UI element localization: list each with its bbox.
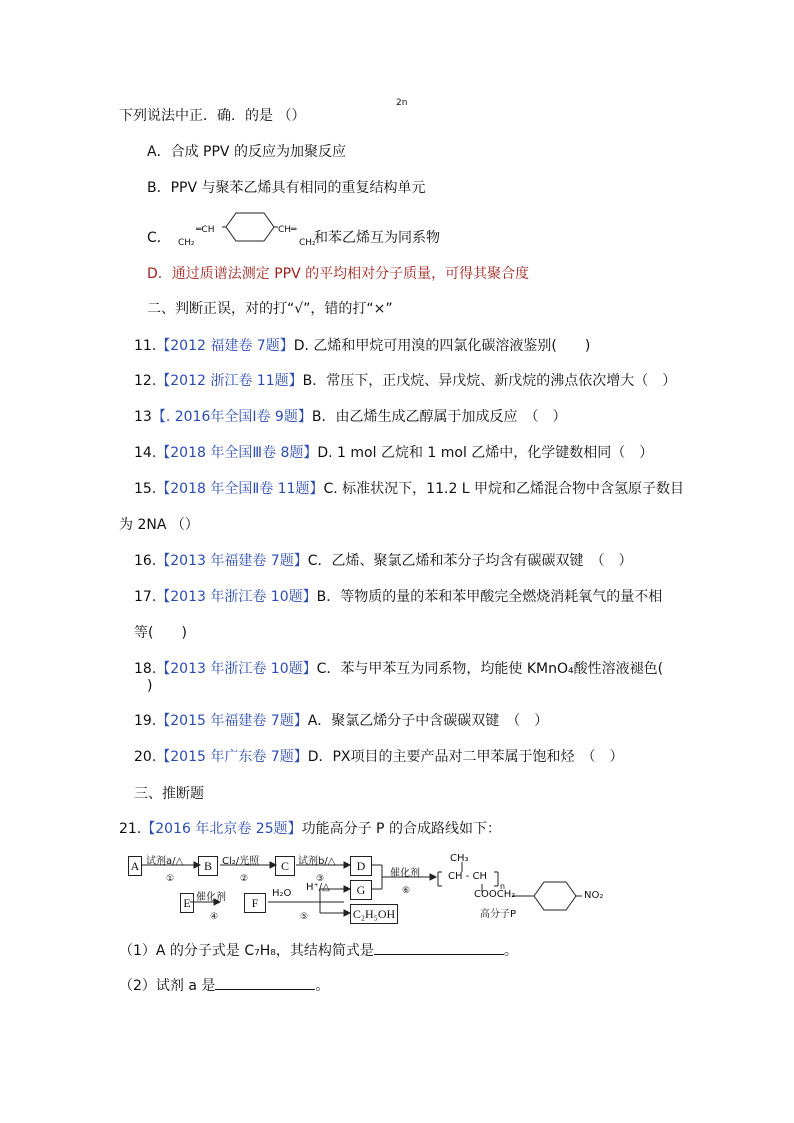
list-item — [134, 712, 548, 730]
list-item — [134, 660, 663, 678]
item-tag: 【2015 年福建卷 7题】 — [156, 713, 308, 729]
q21-num: 21. — [119, 821, 142, 837]
option-c-prefix: C． — [147, 230, 171, 246]
item-text: A．聚氯乙烯分子中含碳碳双键 （ ） — [307, 713, 549, 729]
polymer-chain: CH - CH — [448, 871, 487, 882]
compound-e: E — [180, 893, 194, 913]
compound-b: B — [198, 856, 218, 876]
polymer-ch3: CH₃ — [450, 853, 469, 864]
subquestion-1 — [119, 940, 518, 960]
reagent-2: Cl₂/光照 — [222, 856, 260, 867]
question-intro: 下列说法中正．确．的是 （） — [119, 108, 306, 124]
item-num: 14. — [134, 445, 157, 461]
item-num: 11. — [134, 338, 157, 354]
item-tag: 【2012 浙江卷 11题】 — [156, 373, 303, 389]
option-c-ch2-left: CH₂ — [178, 238, 195, 248]
item-tag: 【2013 年浙江卷 10题】 — [156, 589, 317, 605]
polymer-cooch2: COOCH₂ — [474, 889, 516, 900]
list-item — [134, 588, 662, 606]
item-tag: 【2013 年浙江卷 10题】 — [156, 661, 317, 677]
list-item — [134, 408, 566, 426]
step-6: ⑥ — [402, 886, 411, 896]
list-item — [134, 552, 632, 570]
item-text: B．等物质的量的苯和苯甲酸完全燃烧消耗氧气的量不相 — [316, 589, 663, 605]
reagent-6: 催化剂 — [390, 868, 420, 879]
list-item — [134, 748, 624, 766]
item-tag: 【2013 年福建卷 7题】 — [156, 553, 308, 569]
answer-blank-1[interactable] — [374, 940, 504, 955]
polymer-n: n — [500, 882, 506, 891]
option-c-ch-left: ═CH — [196, 225, 215, 235]
item-num: 18. — [134, 661, 157, 677]
benzene-ring-icon — [222, 210, 278, 244]
item18-continuation: ) — [147, 678, 153, 694]
item-text: C．乙烯、聚氯乙烯和苯分子均含有碳碳双键 （ ） — [307, 553, 633, 569]
step-4: ④ — [210, 912, 219, 922]
item15-continuation: 为 2NA （） — [119, 517, 199, 533]
item17-continuation: 等( ) — [134, 625, 187, 641]
item-num: 16. — [134, 553, 157, 569]
list-item — [134, 480, 684, 498]
compound-c: C — [275, 856, 295, 876]
step-2: ② — [240, 874, 249, 884]
item-tag: 【2012 福建卷 7题】 — [156, 338, 294, 354]
q21-tag: 【2016 年北京卷 25题】 — [141, 821, 302, 837]
reagent-3: 试剂b/△ — [298, 856, 336, 867]
top-mark: 2n — [396, 98, 408, 108]
compound-g: G — [350, 880, 372, 900]
step-5: ⑤ — [300, 912, 309, 922]
item-num: 12. — [134, 373, 157, 389]
compound-d: D — [350, 856, 372, 876]
option-d: D．通过质谱法测定 PPV 的平均相对分子质量，可得其聚合度 — [147, 266, 530, 282]
option-c-ch2-right: CH₂ — [299, 238, 316, 248]
compound-a: A — [128, 856, 142, 876]
item-text: B．常压下，正戊烷、异戊烷、新戊烷的沸点依次增大（ ） — [302, 373, 677, 389]
item-tag: 【. 2016年全国Ⅰ卷 9题】 — [151, 409, 312, 425]
step-1: ① — [166, 874, 175, 884]
subquestion-2 — [119, 975, 329, 995]
compound-f: F — [244, 893, 266, 913]
list-item — [134, 444, 653, 462]
item-tag: 【2015 年广东卷 7题】 — [156, 749, 308, 765]
ethanol-product: C₂H₅OH — [350, 904, 398, 924]
item-text: D. 1 mol 乙烷和 1 mol 乙烯中，化学键数相同（ ） — [317, 445, 654, 461]
sub1-text: （1）A 的分子式是 C₇H₈，其结构简式是 — [119, 943, 374, 959]
item-num: 13 — [134, 409, 152, 425]
item-text: C．苯与甲苯互为同系物，均能使 KMnO₄酸性溶液褪色( — [316, 661, 664, 677]
sub2-text: （2）试剂 a 是 — [119, 978, 216, 994]
step-3: ③ — [316, 874, 325, 884]
item-num: 17. — [134, 589, 157, 605]
item-tag: 【2018 年全国Ⅱ卷 11题】 — [156, 481, 324, 497]
polymer-label: 高分子P — [480, 909, 517, 920]
list-item — [134, 372, 676, 390]
option-c-suffix: 和苯乙烯互为同系物 — [314, 230, 440, 246]
reagent-4: 催化剂 — [196, 892, 226, 903]
section2-title: 二、判断正误，对的打“√”，错的打“×” — [147, 301, 393, 317]
q21-text: 功能高分子 P 的合成路线如下： — [301, 821, 501, 837]
sub2-end: 。 — [315, 978, 330, 994]
item-num: 15. — [134, 481, 157, 497]
option-b: B．PPV 与聚苯乙烯具有相同的重复结构单元 — [147, 180, 426, 196]
list-item — [134, 337, 590, 355]
item-num: 20. — [134, 749, 157, 765]
answer-blank-2[interactable] — [215, 975, 315, 990]
option-c-ch-right: CH═ — [278, 225, 297, 235]
reagent-5a: H₂O — [272, 888, 292, 899]
item-text: D. 乙烯和甲烷可用溴的四氯化碳溶液鉴别( ) — [293, 338, 591, 354]
reagent-1: 试剂a/△ — [146, 856, 184, 867]
polymer-no2: NO₂ — [584, 890, 604, 901]
sub1-end: 。 — [503, 943, 518, 959]
section3-title: 三、推断题 — [134, 786, 204, 802]
item-text: D．PX项目的主要产品对二甲苯属于饱和烃 （ ） — [307, 749, 624, 765]
question-21 — [119, 820, 501, 838]
option-a: A．合成 PPV 的反应为加聚反应 — [147, 144, 346, 160]
reagent-5b: H⁺/△ — [306, 882, 330, 893]
item-tag: 【2018 年全国Ⅲ卷 8题】 — [156, 445, 318, 461]
item-num: 19. — [134, 713, 157, 729]
item-text: B．由乙烯生成乙醇属于加成反应 （ ） — [311, 409, 567, 425]
item-text: C. 标准状况下，11.2 L 甲烷和乙烯混合物中含氢原子数目 — [323, 481, 685, 497]
